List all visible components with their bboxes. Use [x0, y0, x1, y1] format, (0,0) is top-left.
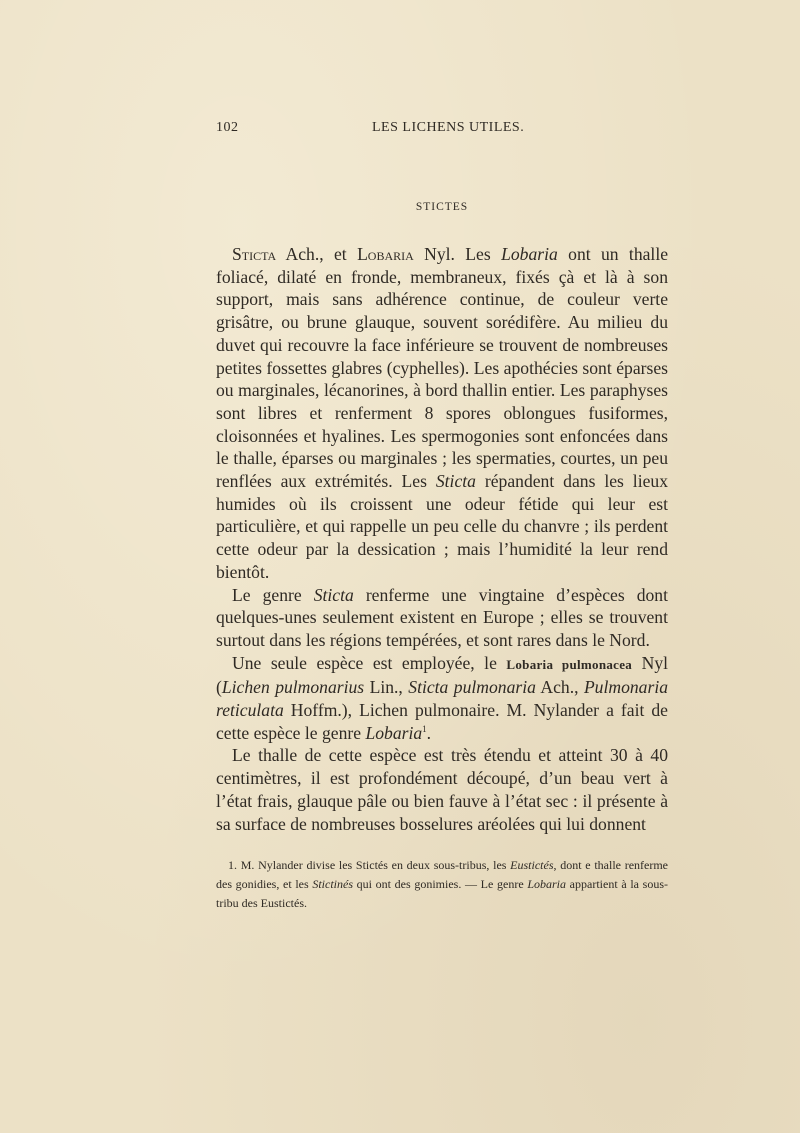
paragraph-4: Le thalle de cette espèce est très étendu et atteint 30 à 40 centimètres, il est profondément découpé, d’un beau vert à l’état frais, glauque pâle ou bien fauve à l’état sec : il présente à sa surface de nombreuses bosselures aréolées qui lui donnent	[216, 745, 668, 834]
text-run: Nyl (	[216, 652, 669, 698]
text-run: appartient à la sous-tribu des Eustictés.	[216, 877, 668, 910]
synonym-3: Pulmonaria reticulata	[216, 677, 668, 721]
genus-sticta: Sticta	[232, 244, 277, 264]
genus-lobaria: Lobaria	[357, 244, 414, 264]
text-run: renferme une vingtaine d’espèces dont quelques-unes seulement existent en Europe ; elles se trouvent surtout dans les régions tempérées, et sont rares dans le Nord.	[216, 584, 668, 650]
text-run: répandent dans les lieux humides où ils croissent une odeur fétide qui leur est particulière, et qui rappelle un peu celle du chanvre ; ils perdent cette odeur par la dessication ; mais l’humidité la leur rend bientôt.	[216, 471, 668, 582]
running-head	[216, 120, 668, 140]
text-run: Ach.,	[535, 677, 584, 698]
paragraph-2	[216, 584, 668, 652]
footnote-ref: 1	[422, 723, 427, 734]
text-run: Le genre	[232, 584, 314, 605]
paragraph-1	[216, 243, 668, 584]
footnote-text	[216, 856, 668, 913]
body-text	[216, 243, 668, 835]
text-run: .	[426, 722, 432, 743]
text-run: , dont e thalle renferme des gonidies, et les	[216, 858, 668, 891]
italic-lobaria: Lobaria	[501, 244, 558, 264]
running-title: LES LICHENS UTILES.	[372, 120, 525, 135]
italic-sticta: Sticta	[435, 471, 476, 492]
text-run: 1. M. Nylander divise les Stictés en deux sous-tribus, les	[228, 858, 511, 872]
footnote	[216, 856, 668, 913]
italic-lobaria: Lobaria	[527, 877, 567, 891]
paragraph-3	[216, 652, 668, 745]
text-run: ont un thalle foliacé, dilaté en fronde, membraneux, fixés çà et là à son support, mais sans adhérence continue, de couleur verte grisâtre, ou brune glauque, souvent sorédifère. Au milieu du duvet qui recouvre la face inférieure se trouvent de nombreuses petites fossettes glabres (cyphelles). Les apothécies sont éparses ou marginales, lécanorines, à bord thallin entier. Les paraphyses sont libres et renferment 8 spores oblongues fusiformes, cloisonnées et hyalines. Les spermogonies sont enfoncées dans le thalle, éparses ou marginales ; les spermaties, courtes, un peu renflées aux extrémités. Les	[216, 244, 669, 492]
text-run: Une seule espèce est employée, le	[232, 652, 507, 673]
italic-lobaria: Lobaria	[365, 722, 423, 743]
text-run: Lin.,	[364, 677, 409, 698]
synonym-2: Sticta pulmonaria	[408, 677, 536, 698]
page-number: 102	[216, 120, 239, 135]
italic-stictines: Stictinés	[312, 877, 353, 891]
species-name-bold: Lobaria pulmonacea	[506, 656, 633, 672]
section-title: STICTES	[415, 201, 469, 213]
text-run: qui ont des gonimies. — Le genre	[353, 877, 528, 891]
italic-sticta: Sticta	[313, 584, 354, 605]
text-run: Hoffm.), Lichen pulmonaire. M. Nylander a fait de cette espèce le genre	[216, 700, 668, 743]
synonym-1: Lichen pulmonarius	[221, 677, 365, 698]
text-run: Ach., et	[276, 244, 358, 264]
text-run: Nyl. Les	[413, 244, 502, 264]
italic-eustictes: Eustictés	[510, 858, 554, 872]
